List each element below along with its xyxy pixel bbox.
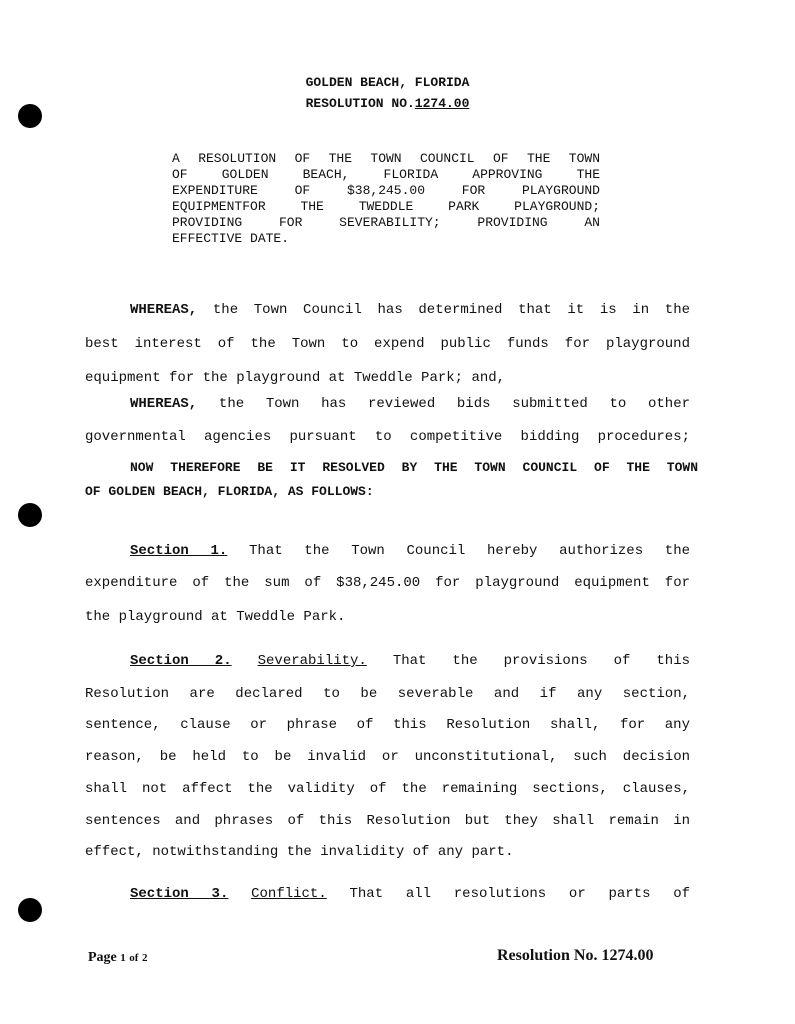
whereas-1-line [130, 302, 690, 318]
resolution-number: 1274.00 [414, 96, 470, 111]
section-2-line: Resolution are declared to be severable and if any section, [85, 686, 690, 702]
section-1-line: expenditure of the sum of $38,245.00 for playground equipment for [85, 575, 690, 591]
resolution-prefix: RESOLUTION NO. [305, 96, 415, 111]
whereas-1-line: best interest of the Town to expend public funds for playground [85, 336, 690, 352]
punch-hole [18, 898, 42, 922]
text: That all resolutions or parts of [349, 886, 691, 902]
whereas-1-line: equipment for the playground at Tweddle Park; and, [85, 370, 506, 386]
resolution-title [0, 96, 775, 111]
text: the Town has reviewed bids submitted to other [218, 396, 691, 412]
page-of: of [129, 952, 139, 964]
whereas-2-line [130, 396, 690, 412]
section-2-line: reason, be held to be invalid or unconstitutional, such decision [85, 749, 690, 765]
section-2-line: shall not affect the validity of the remaining sections, clauses, [85, 781, 690, 797]
whereas-2-line: governmental agencies pursuant to competitive bidding procedures; [85, 429, 690, 445]
footer-resolution: Resolution No. 1274.00 [497, 947, 654, 964]
section-heading: Section 1. [130, 543, 228, 559]
resolved-line: OF GOLDEN BEACH, FLORIDA, AS FOLLOWS: [85, 484, 374, 499]
section-2-line [130, 653, 690, 669]
text: That the provisions of this [392, 653, 691, 669]
section-heading: Section 3. [130, 886, 229, 902]
section-3-line [130, 886, 690, 902]
abstract-line: EFFECTIVE DATE. [172, 231, 290, 246]
text: That the Town Council hereby authorizes the [249, 543, 691, 559]
abstract-line: OF GOLDEN BEACH, FLORIDA APPROVING THE [172, 167, 600, 182]
whereas-lead: WHEREAS, [130, 396, 198, 412]
section-title: Conflict. [251, 886, 327, 902]
page-number [88, 950, 147, 966]
text: the Town Council has determined that it is in the [212, 302, 690, 318]
resolved-line: NOW THEREFORE BE IT RESOLVED BY THE TOWN COUNCIL OF THE TOWN [130, 460, 698, 475]
abstract-line: PROVIDING FOR SEVERABILITY; PROVIDING AN [172, 215, 600, 230]
abstract-line: EXPENDITURE OF $38,245.00 FOR PLAYGROUND [172, 183, 600, 198]
section-2-line: sentence, clause or phrase of this Resolution shall, for any [85, 717, 690, 733]
page-label: Page [88, 950, 117, 965]
whereas-lead: WHEREAS, [130, 302, 198, 318]
section-title: Severability. [257, 653, 367, 669]
abstract-line: A RESOLUTION OF THE TOWN COUNCIL OF THE TOWN [172, 151, 600, 166]
section-2-line: effect, notwithstanding the invalidity of any part. [85, 844, 514, 860]
abstract-line: EQUIPMENTFOR THE TWEDDLE PARK PLAYGROUND; [172, 199, 600, 214]
city-title: GOLDEN BEACH, FLORIDA [305, 75, 470, 90]
page-current: 1 [120, 952, 126, 964]
page-total: 2 [141, 952, 148, 964]
section-1-line [130, 543, 690, 559]
section-2-line: sentences and phrases of this Resolution but they shall remain in [85, 813, 690, 829]
section-1-line: the playground at Tweddle Park. [85, 609, 346, 625]
punch-hole [18, 503, 42, 527]
section-heading: Section 2. [130, 653, 232, 669]
